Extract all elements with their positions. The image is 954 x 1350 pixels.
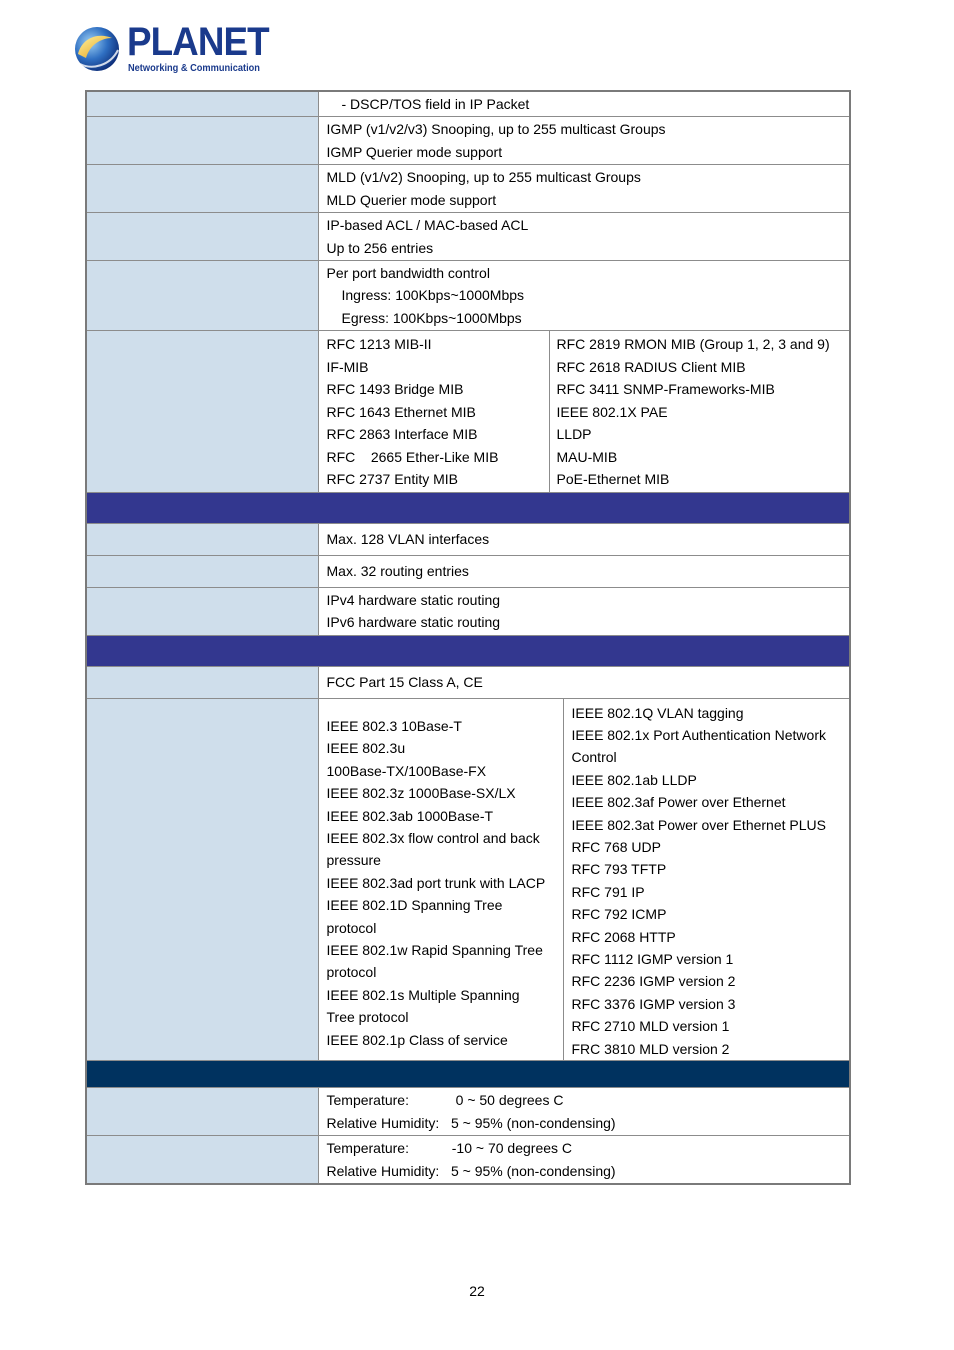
text-line: IEEE 802.1p Class of service xyxy=(326,1031,508,1048)
text-line: RFC 2819 RMON MIB (Group 1, 2, 3 and 9) xyxy=(556,336,830,352)
planet-logo xyxy=(72,22,272,78)
row-standards xyxy=(86,698,850,1061)
section-bar xyxy=(86,635,850,666)
text-line: IEEE 802.3ab 1000Base-T xyxy=(326,807,494,824)
brand-tagline: Networking & Communication xyxy=(128,62,260,74)
row-value xyxy=(318,165,850,213)
row-label xyxy=(86,331,318,493)
row-label xyxy=(86,698,318,1061)
text-line: IPv6 hardware static routing xyxy=(326,614,501,630)
text-line: RFC 2710 MLD version 1 xyxy=(571,1018,730,1035)
text-line: IPv4 hardware static routing xyxy=(326,591,501,608)
text-line: RFC 793 TFTP xyxy=(571,861,667,878)
row-value xyxy=(318,1136,850,1185)
section-bar xyxy=(86,492,850,523)
text-line: IEEE 802.3 10Base-T xyxy=(326,717,462,734)
row-compliance xyxy=(86,666,850,698)
text-line: RFC 768 UDP xyxy=(571,838,661,855)
row-value xyxy=(318,1088,850,1136)
globe-logo-icon xyxy=(72,24,122,74)
text-line: - DSCP/TOS field in IP Packet xyxy=(341,95,530,112)
row-value: FCC Part 15 Class A, CE xyxy=(318,666,850,698)
text-line: IEEE 802.3af Power over Ethernet xyxy=(571,794,786,811)
text-line: Egress: 100Kbps~1000Mbps xyxy=(341,309,522,326)
text-line: RFC 2863 Interface MIB xyxy=(326,426,478,442)
text-line: Ingress: 100Kbps~1000Mbps xyxy=(341,287,525,304)
text-line: protocol xyxy=(326,919,377,936)
text-line: IEEE 802.1x Port Authentication Network xyxy=(571,726,826,743)
mib-list-left xyxy=(319,331,550,492)
standards-list-right xyxy=(563,699,849,1061)
row-acl xyxy=(86,213,850,261)
row-routing xyxy=(86,587,850,635)
text-line: RFC 791 IP xyxy=(571,883,645,900)
row-igmp xyxy=(86,117,850,165)
text-line: Control xyxy=(571,749,617,766)
text-line: MLD (v1/v2) Snooping, up to 255 multicast Groups xyxy=(326,169,641,185)
row-label xyxy=(86,1088,318,1136)
mib-list-right xyxy=(549,331,849,492)
row-label xyxy=(86,587,318,635)
section-bar-environment xyxy=(86,1061,850,1088)
text-line: MAU-MIB xyxy=(556,448,618,465)
text-line: IGMP Querier mode support xyxy=(326,143,503,160)
text-line: RFC 2737 Entity MIB xyxy=(326,471,458,487)
text-line: IEEE 802.3ad port trunk with LACP xyxy=(326,874,546,891)
row-value xyxy=(318,213,850,261)
text-line: Temperature: 0 ~ 50 degrees C xyxy=(326,1092,564,1108)
row-bandwidth xyxy=(86,261,850,331)
text-line: 100Base-TX/100Base-FX xyxy=(326,762,487,779)
text-line: IP-based ACL / MAC-based ACL xyxy=(326,217,529,233)
brand-wordmark: PLANET xyxy=(127,20,269,64)
text-line: RFC 2665 Ether-Like MIB xyxy=(326,448,499,465)
row-mld xyxy=(86,165,850,213)
text-line: IF-MIB xyxy=(326,358,369,375)
text-line: IEEE 802.1ab LLDP xyxy=(571,771,697,788)
text-line: LLDP xyxy=(556,426,592,442)
spec-table xyxy=(85,90,851,1185)
text-line: Relative Humidity: 5 ~ 95% (non-condensing) xyxy=(326,1114,616,1131)
page-number: 22 xyxy=(469,1283,485,1299)
mib-subtable xyxy=(319,331,850,492)
text-line: RFC 1493 Bridge MIB xyxy=(326,381,464,397)
row-label xyxy=(86,1136,318,1185)
row-value xyxy=(318,261,850,331)
text-line: IEEE 802.1w Rapid Spanning Tree xyxy=(326,941,543,958)
row-mibs xyxy=(86,331,850,493)
row-label xyxy=(86,213,318,261)
row-value xyxy=(318,91,850,117)
row-label xyxy=(86,261,318,331)
text-line: IEEE 802.1D Spanning Tree xyxy=(326,897,503,914)
row-label xyxy=(86,666,318,698)
section-bar-standards xyxy=(86,635,850,666)
row-vlan-interfaces xyxy=(86,523,850,555)
text-line: IEEE 802.1s Multiple Spanning xyxy=(326,986,520,1003)
standards-list-left xyxy=(319,699,564,1061)
text-line: RFC 1112 IGMP version 1 xyxy=(571,950,734,967)
row-label xyxy=(86,165,318,213)
text-line: IEEE 802.3u xyxy=(326,740,406,757)
row-operating-environment xyxy=(86,1088,850,1136)
row-value: Max. 32 routing entries xyxy=(318,555,850,587)
text-line: IEEE 802.3at Power over Ethernet PLUS xyxy=(571,816,826,833)
text-line: pressure xyxy=(326,852,381,869)
text-line: RFC 3376 IGMP version 3 xyxy=(571,995,736,1012)
text-line: Temperature: -10 ~ 70 degrees C xyxy=(326,1140,573,1156)
row-value xyxy=(318,587,850,635)
row-value xyxy=(318,331,850,493)
text-line: Per port bandwidth control xyxy=(326,264,490,281)
text-line: FRC 3810 MLD version 2 xyxy=(571,1040,730,1057)
text-line: IGMP (v1/v2/v3) Snooping, up to 255 multicast Groups xyxy=(326,121,666,137)
text-line: Up to 256 entries xyxy=(326,239,434,256)
standards-subtable xyxy=(319,699,850,1061)
row-dscp xyxy=(86,91,850,117)
text-line: RFC 1213 MIB-II xyxy=(326,336,432,352)
text-line: IEEE 802.1X PAE xyxy=(556,403,668,420)
row-value xyxy=(318,117,850,165)
row-label xyxy=(86,91,318,117)
row-label xyxy=(86,555,318,587)
text-line: Relative Humidity: 5 ~ 95% (non-condensing) xyxy=(326,1162,616,1179)
text-line: IEEE 802.3x flow control and back xyxy=(326,829,540,846)
text-line: PoE-Ethernet MIB xyxy=(556,471,670,487)
text-line: Tree protocol xyxy=(326,1009,409,1026)
section-bar xyxy=(86,1061,850,1088)
row-routing-table xyxy=(86,555,850,587)
text-line: MLD Querier mode support xyxy=(326,191,497,208)
text-line: RFC 1643 Ethernet MIB xyxy=(326,403,476,420)
text-line: RFC 2618 RADIUS Client MIB xyxy=(556,358,746,375)
text-line: RFC 2068 HTTP xyxy=(571,928,676,945)
text-line: IEEE 802.3z 1000Base-SX/LX xyxy=(326,785,516,802)
text-line: RFC 792 ICMP xyxy=(571,906,667,923)
row-storage-environment xyxy=(86,1136,850,1185)
section-bar-l3 xyxy=(86,492,850,523)
row-label xyxy=(86,117,318,165)
row-value: Max. 128 VLAN interfaces xyxy=(318,523,850,555)
text-line: IEEE 802.1Q VLAN tagging xyxy=(571,704,744,721)
row-value xyxy=(318,698,850,1061)
text-line: RFC 3411 SNMP-Frameworks-MIB xyxy=(556,381,775,397)
text-line: protocol xyxy=(326,964,377,981)
text-line: RFC 2236 IGMP version 2 xyxy=(571,973,736,990)
row-label xyxy=(86,523,318,555)
